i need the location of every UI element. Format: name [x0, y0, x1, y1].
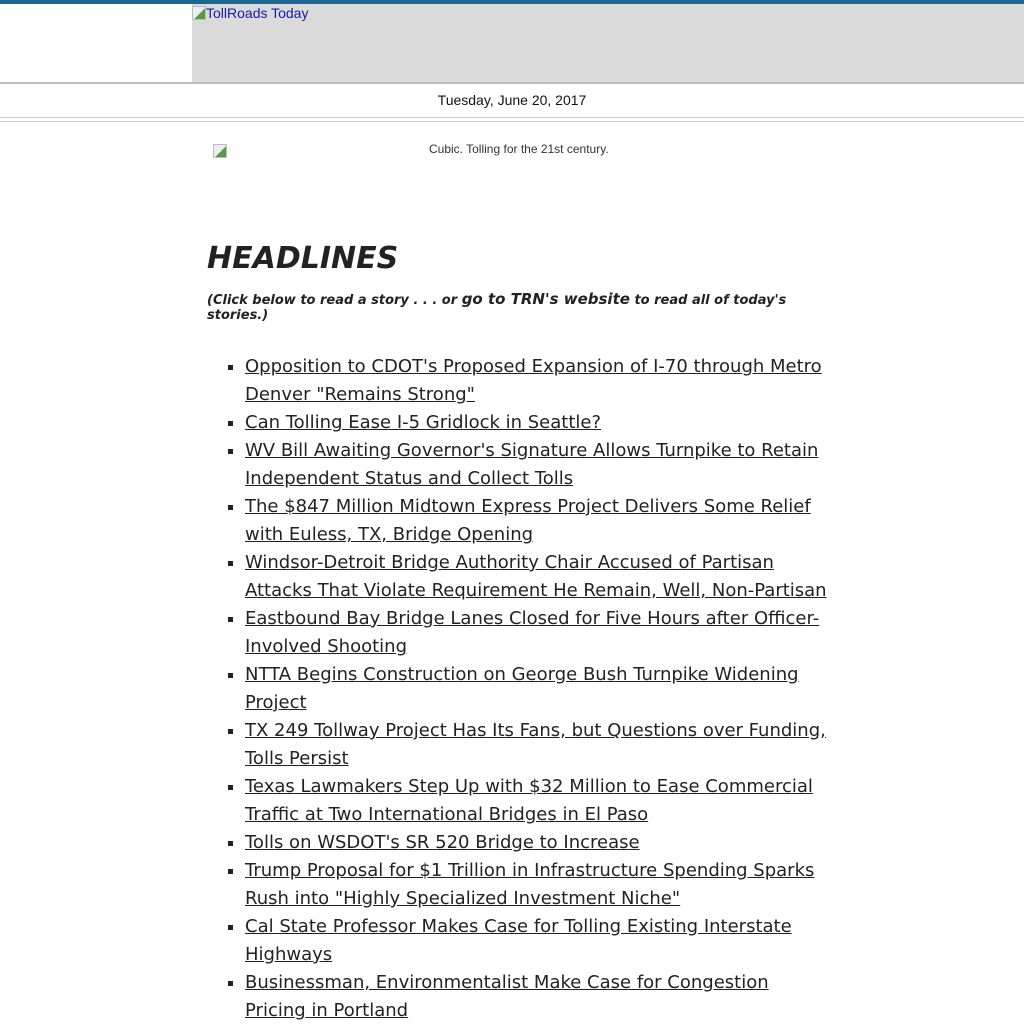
- site-header: [0, 4, 1024, 84]
- headline-link[interactable]: WV Bill Awaiting Governor's Signature Allows Turnpike to Retain Independent Status and Collect Tolls: [245, 440, 819, 489]
- headlines-section: [0, 241, 827, 1025]
- headline-link[interactable]: Eastbound Bay Bridge Lanes Closed for Five Hours after Officer-Involved Shooting: [245, 608, 820, 657]
- list-item: [245, 857, 827, 913]
- issue-date: Tuesday, June 20, 2017: [0, 84, 1024, 118]
- headline-link[interactable]: Cal State Professor Makes Case for Tolling Existing Interstate Highways: [245, 916, 792, 965]
- sponsor-ad[interactable]: [0, 140, 1024, 220]
- intro-text: [207, 290, 827, 323]
- list-item: [245, 913, 827, 969]
- headline-link[interactable]: Texas Lawmakers Step Up with $32 Million to Ease Commercial Traffic at Two International Bridges in El Paso: [245, 776, 813, 825]
- list-item: [245, 661, 827, 717]
- headline-link[interactable]: Businessman, Environmentalist Make Case for Congestion Pricing in Portland: [245, 972, 769, 1021]
- list-item: [245, 717, 827, 773]
- headline-link[interactable]: NTTA Begins Construction on George Bush Turnpike Widening Project: [245, 664, 799, 713]
- intro-after: to read all of today's stories.): [207, 293, 787, 323]
- list-item: [245, 969, 827, 1025]
- broken-image-icon: [192, 6, 206, 20]
- site-logo-alt: TollRoads Today: [206, 5, 309, 21]
- page-title: HEADLINES: [207, 241, 399, 276]
- headline-link[interactable]: Trump Proposal for $1 Trillion in Infrastructure Spending Sparks Rush into "Highly Specialized Investment Niche": [245, 860, 815, 909]
- list-item: [245, 493, 827, 549]
- headline-link[interactable]: The $847 Million Midtown Express Project Delivers Some Relief with Euless, TX, Bridge Opening: [245, 496, 811, 545]
- list-item: [245, 829, 827, 857]
- header-left-spacer: [0, 4, 192, 82]
- headline-link[interactable]: Tolls on WSDOT's SR 520 Bridge to Increase: [245, 832, 640, 853]
- headline-link[interactable]: TX 249 Tollway Project Has Its Fans, but Questions over Funding, Tolls Persist: [245, 720, 826, 769]
- headline-link[interactable]: Opposition to CDOT's Proposed Expansion of I-70 through Metro Denver "Remains Strong": [245, 356, 822, 405]
- list-item: [245, 409, 827, 437]
- list-item: [245, 605, 827, 661]
- site-logo-link[interactable]: [192, 5, 308, 21]
- list-item: [245, 437, 827, 493]
- headline-link[interactable]: Windsor-Detroit Bridge Authority Chair Accused of Partisan Attacks That Violate Requirement He Remain, Well, Non-Partisan: [245, 552, 827, 601]
- header-banner: [192, 4, 1024, 82]
- list-item: [245, 549, 827, 605]
- list-item: [245, 353, 827, 409]
- divider: [0, 118, 1024, 122]
- intro-before: (Click below to read a story . . . or: [207, 293, 462, 308]
- headline-link[interactable]: Can Tolling Ease I-5 Gridlock in Seattle?: [245, 412, 602, 433]
- headline-list: [207, 353, 827, 1025]
- broken-image-icon: [213, 144, 227, 158]
- list-item: [245, 773, 827, 829]
- trn-website-link[interactable]: go to TRN's website: [461, 290, 630, 308]
- sponsor-ad-text: Cubic. Tolling for the 21st century.: [429, 142, 609, 156]
